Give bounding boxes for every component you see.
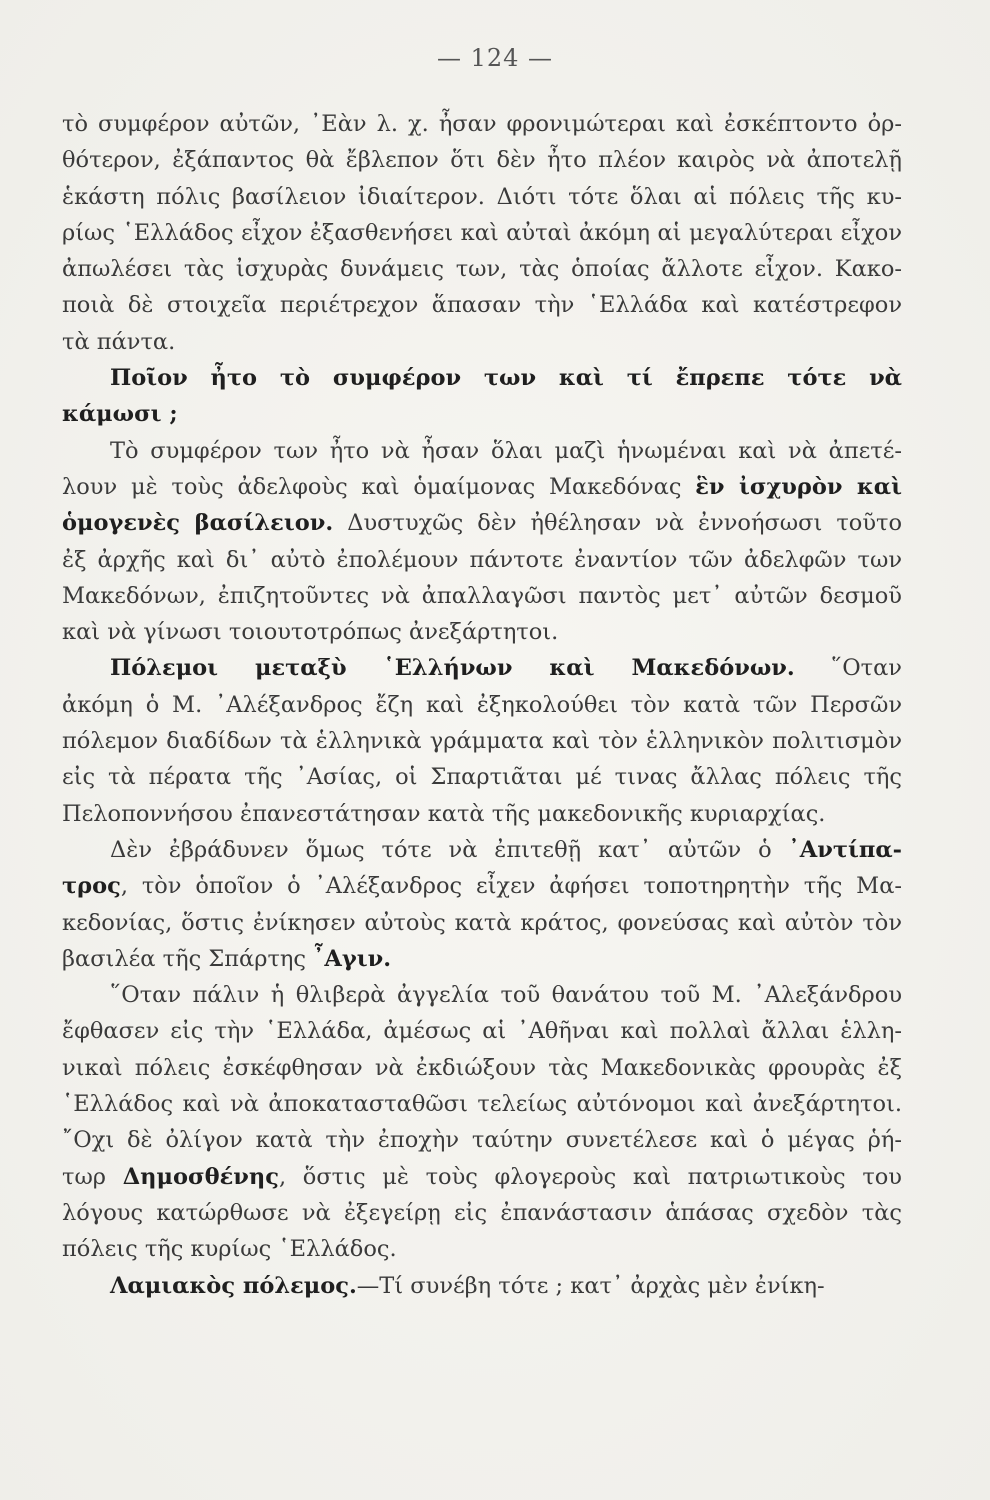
text-run: ἐξ ἀρχῆς καὶ δι᾽ αὐτὸ ἐπολέμουν πάντοτε ἐναντίον τῶν ἀδελφῶν των	[62, 546, 902, 573]
text-line	[62, 251, 902, 287]
text-run: —Τί συνέβη τότε ; κατ᾽ ἀρχὰς μὲν ἐνίκη-	[356, 1272, 825, 1299]
bold-heading-text: ἓν ἰσχυρὸν καὶ	[695, 473, 902, 500]
text-run: πόλεμον διαδίδων τὰ ἑλληνικὰ γράμματα καὶ τὸν ἑλληνικὸν πολιτισμὸν	[62, 728, 902, 755]
text-line	[62, 796, 902, 832]
text-run: , τὸν ὁποῖον ὁ ᾽Αλέξανδρος εἶχεν ἀφήσει τοποτηρητὴν τῆς Μα-	[120, 873, 902, 900]
paragraph	[62, 650, 902, 831]
text-run: ῞Οταν	[794, 655, 902, 682]
text-line	[62, 832, 902, 868]
text-line	[62, 1122, 902, 1158]
text-line	[62, 723, 902, 759]
bold-heading-text: κάμωσι ;	[62, 401, 178, 428]
text-run: ἀκόμη ὁ Μ. ᾽Αλέξανδρος ἔζη καὶ ἐξηκολούθει τὸν κατὰ τῶν Περσῶν	[62, 691, 902, 718]
bold-heading-text: Πόλεμοι μεταξὺ ῾Ελλήνων καὶ Μακεδόνων.	[110, 655, 795, 682]
text-run: θότερον, ἐξάπαντος θὰ ἔβλεπον ὅτι δὲν ἦτο πλέον καιρὸς νὰ ἀποτελῇ	[62, 147, 902, 174]
text-line	[62, 142, 902, 178]
text-run: ρίως ῾Ελλάδος εἶχον ἐξασθενήσει καὶ αὐταὶ ἀκόμη αἱ μεγαλύτεραι εἶχον	[62, 219, 902, 246]
bold-heading-text: τρος	[62, 873, 121, 900]
text-line	[62, 941, 902, 977]
text-line	[62, 1231, 902, 1267]
text-run: Τὸ συμφέρον των ἦτο νὰ ἦσαν ὅλαι μαζὶ ἡνωμέναι καὶ νὰ ἀπετέ-	[110, 437, 902, 464]
text-line	[62, 759, 902, 795]
text-line	[62, 433, 902, 469]
paragraph	[62, 360, 902, 433]
text-line	[62, 287, 902, 323]
text-line	[62, 324, 902, 360]
text-run: , ὅστις μὲ τοὺς φλογεροὺς καὶ πατριωτικοὺς του	[278, 1163, 902, 1190]
text-run: ῎Οχι δὲ ὀλίγον κατὰ τὴν ἐποχὴν ταύτην συνετέλεσε καὶ ὁ μέγας ῥή-	[62, 1127, 902, 1154]
text-line	[62, 360, 902, 396]
text-run: νικαὶ πόλεις ἐσκέφθησαν νὰ ἐκδιώξουν τὰς Μακεδονικὰς φρουρὰς ἐξ	[62, 1054, 902, 1081]
text-line	[62, 396, 902, 432]
text-run: λουν μὲ τοὺς ἀδελφοὺς καὶ ὁμαίμονας Μακεδόνας	[62, 473, 696, 500]
bold-heading-text: Ποῖον ἦτο τὸ συμφέρον των καὶ τί ἔπρεπε τότε νὰ	[110, 365, 902, 392]
bold-heading-text: Δημοσθένης	[122, 1163, 279, 1190]
text-run: Δὲν ἐβράδυνεν ὅμως τότε νὰ ἐπιτεθῇ κατ᾽ αὐτῶν ὁ	[110, 836, 789, 863]
text-run: τωρ	[62, 1163, 123, 1190]
text-line	[62, 1050, 902, 1086]
text-line	[62, 905, 902, 941]
bold-heading-text: ᾽Αντίπα-	[788, 836, 902, 863]
paragraph	[62, 106, 902, 360]
text-line	[62, 106, 902, 142]
text-run: πόλεις τῆς κυρίως ῾Ελλάδος.	[62, 1236, 397, 1263]
paragraph	[62, 1268, 902, 1304]
text-line	[62, 505, 902, 541]
text-run: εἰς τὰ πέρατα τῆς ᾽Ασίας, οἱ Σπαρτιᾶται μέ τινας ἄλλας πόλεις τῆς	[62, 764, 902, 791]
text-run: τὰ πάντα.	[62, 328, 176, 355]
text-run: ἔφθασεν εἰς τὴν ῾Ελλάδα, ἀμέσως αἱ ᾽Αθῆναι καὶ πολλαὶ ἄλλαι ἑλλη-	[62, 1018, 902, 1045]
text-line	[62, 614, 902, 650]
body-text	[62, 106, 902, 1304]
text-run: Πελοποννήσου ἐπανεστάτησαν κατὰ τῆς μακεδονικῆς κυριαρχίας.	[62, 800, 826, 827]
text-line	[62, 1159, 902, 1195]
text-run: λόγους κατώρθωσε νὰ ἐξεγείρῃ εἰς ἐπανάστασιν ἁπάσας σχεδὸν τὰς	[62, 1199, 902, 1226]
text-line	[62, 1013, 902, 1049]
text-line	[62, 1268, 902, 1304]
text-line	[62, 179, 902, 215]
text-line	[62, 215, 902, 251]
paragraph	[62, 977, 902, 1267]
text-line	[62, 1195, 902, 1231]
bold-heading-text: Λαμιακὸς πόλεμος.	[110, 1272, 357, 1299]
bold-heading-text: ὁμογενὲς βασίλειον.	[62, 510, 334, 537]
paragraph	[62, 832, 902, 977]
paragraph	[62, 433, 902, 651]
text-run: Μακεδόνων, ἐπιζητοῦντες νὰ ἀπαλλαγῶσι παντὸς μετ᾽ αὐτῶν δεσμοῦ	[62, 582, 902, 609]
text-run: ποιὰ δὲ στοιχεῖα περιέτρεχον ἅπασαν τὴν ῾Ελλάδα καὶ κατέστρεφον	[62, 292, 902, 319]
text-run: ῾Ελλάδος καὶ νὰ ἀποκατασταθῶσι τελείως αὐτόνομοι καὶ ἀνεξάρτητοι.	[62, 1091, 902, 1118]
bold-heading-text: ῏Αγιν.	[313, 945, 392, 972]
text-run: ἑκάστη πόλις βασίλειον ἰδιαίτερον. Διότι τότε ὅλαι αἱ πόλεις τῆς κυ-	[62, 183, 902, 210]
text-run: Δυστυχῶς δὲν ἠθέλησαν νὰ ἐννοήσωσι τοῦτο	[333, 510, 902, 537]
text-run: καὶ νὰ γίνωσι τοιουτοτρόπως ἀνεξάρτητοι.	[62, 619, 559, 646]
text-line	[62, 1086, 902, 1122]
text-line	[62, 868, 902, 904]
page-number: — 124 —	[436, 44, 554, 72]
text-run: ἀπωλέσει τὰς ἰσχυρὰς δυνάμεις των, τὰς ὁποίας ἄλλοτε εἶχον. Κακο-	[62, 256, 902, 283]
text-line	[62, 650, 902, 686]
text-line	[62, 977, 902, 1013]
text-run: βασιλέα τῆς Σπάρτης	[62, 945, 314, 972]
text-run: τὸ συμφέρον αὐτῶν, ᾽Εὰν λ. χ. ἦσαν φρονιμώτεραι καὶ ἐσκέπτοντο ὀρ-	[62, 111, 902, 137]
text-line	[62, 578, 902, 614]
text-run: κεδονίας, ὅστις ἐνίκησεν αὐτοὺς κατὰ κράτος, φονεύσας καὶ αὐτὸν τὸν	[62, 909, 902, 936]
text-line	[62, 469, 902, 505]
text-line	[62, 542, 902, 578]
text-run: ῞Οταν πάλιν ἡ θλιβερὰ ἀγγελία τοῦ θανάτου τοῦ Μ. ᾽Αλεξάνδρου	[110, 982, 902, 1009]
text-line	[62, 687, 902, 723]
